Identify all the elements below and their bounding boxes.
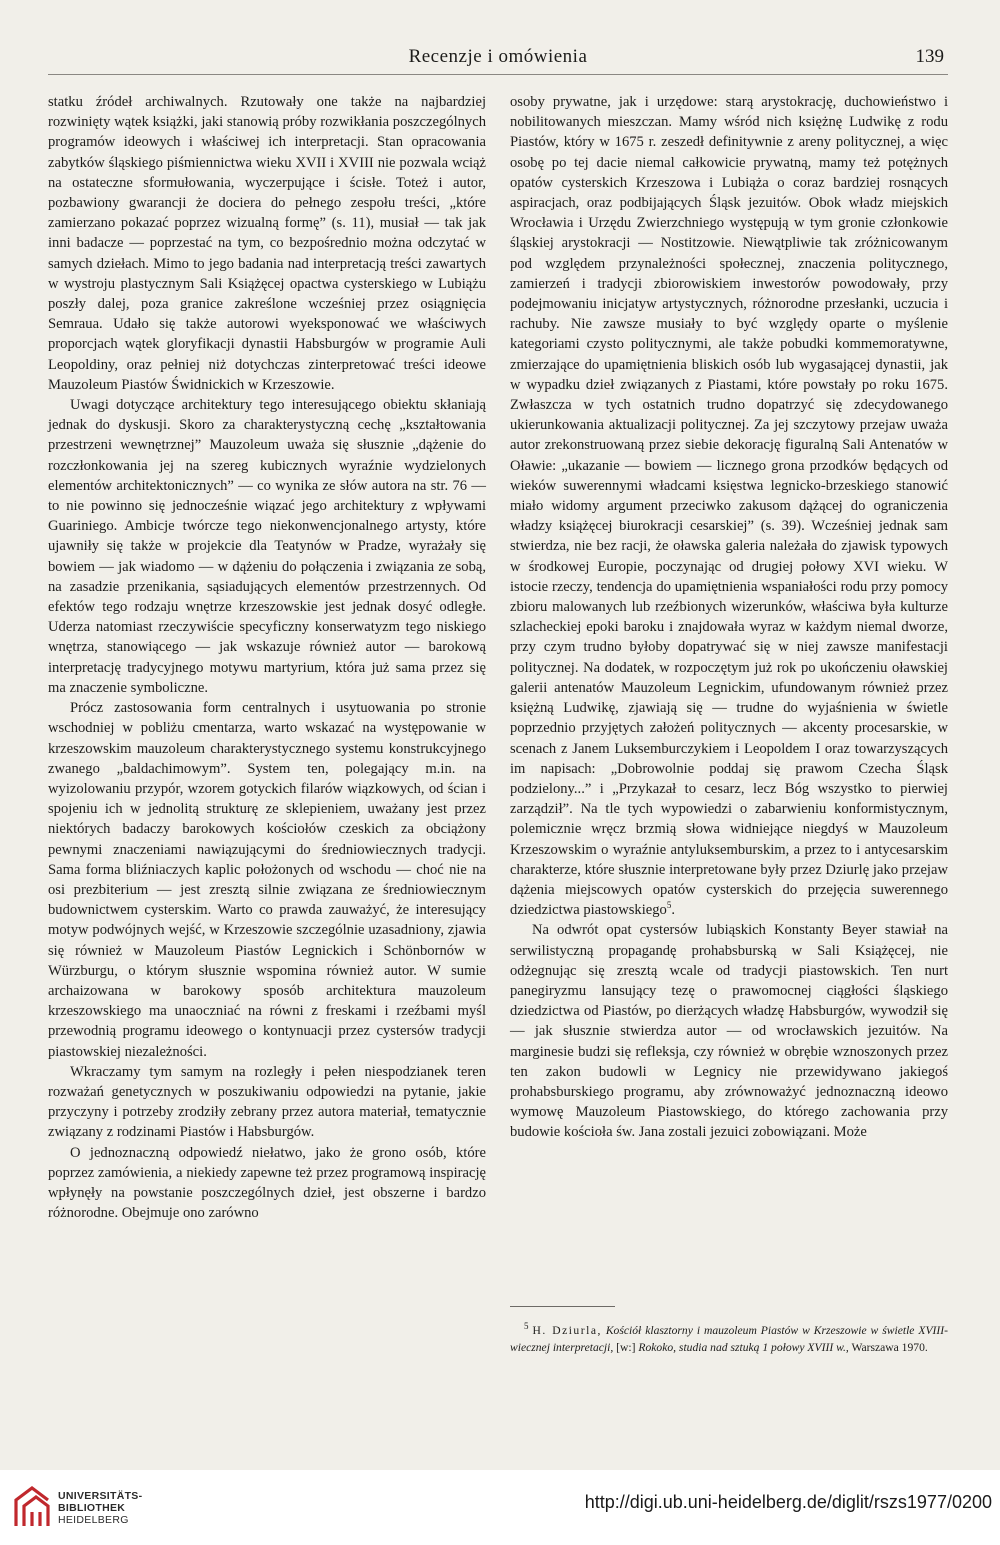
footnote-number: 5 xyxy=(524,1321,529,1332)
footnote-author: H. Dziurla, xyxy=(532,1324,602,1337)
paragraph: Na odwrót opat cystersów lubiąskich Konstanty Beyer stawiał na serwilistyczną propagandę prohabsburską w Sali Książęcej, nie odżegnując się zresztą wcale od tradycji piastowskich. Ten nurt panegiryzmu lansujący tezę o prawomocnej ciągłości śląskiego dziedzictwa od Piastów, po dierżących władzę Habsburgów, wywodził się — jak słusznie stwierdza autor — od wrocławskich jezuitów. Na marginesie budzi się refleksja, czy również w obrębie wznoszonych przez ten zakon budowli w Legnicy nie przewidywano jakiegoś prohabsburskiego programu, aby zrównoważyć jednoznaczną ideowo wymowę Mauzoleum Piastowskiego, do którego zachowania przy budowie kościoła św. Jana zostali jezuici zobowiązani. Może xyxy=(510,922,948,1141)
footnote-in: [w:] xyxy=(613,1341,639,1354)
source-url-link[interactable]: http://digi.ub.uni-heidelberg.de/diglit/rszs1977/0200 xyxy=(584,1492,992,1512)
paragraph xyxy=(510,92,948,920)
footnote-ref[interactable]: 5 xyxy=(666,900,672,911)
paragraph: Prócz zastosowania form centralnych i usytuowania po stronie wschodniej w pobliżu cmentarza, warto wskazać na występowanie w krzeszowskim mauzoleum charakterystycznego systemu konstrukcyjnego zwanego „baldachimowym”. System ten, polegający m.in. na wyizolowaniu przypór, wzorem gotyckich filarów wiązkowych, od ścian i spojeniu ich w jednolitą strukturę ze sklepieniem, uważany jest przez niektórych badaczy barokowych kościołów czeskich za obciążony pewnymi znaczeniami nawiązującymi do średniowiecznych tradycji. Sama forma bliźniaczych kaplic położonych od wschodu — choć nie na osi prezbiterium — jest zresztą silnie związana ze średniowiecznym budownictwem cysterskim. Warto co prawda zauważyć, że interesujący motyw podwójnych wejść, w Krzeszowie szczególnie uzasadniony, zjawia się również w Mauzoleum Piastów Legnickich i Schönbornów w Würzburgu, o którym słusznie wspomina również autor. W sumie archaizowana w barokowy sposób architektura mauzoleum krzeszowskiego ma unaoczniać na równi z freskami i rzeźbami myśl przewodnią programu ideowego o kontynuacji przez cystersów tradycji piastowskiej niezależności. xyxy=(48,700,486,1060)
library-name: UNIVERSITÄTS- BIBLIOTHEK HEIDELBERG xyxy=(58,1490,143,1526)
paragraph-text: osoby prywatne, jak i urzędowe: starą arystokrację, duchowieństwo i nobilitowanych mieszczan. Mamy wśród nich księżnę Ludwikę z rodu Piastów, który w 1675 r. zeszedł definitywnie z areny politycznej, a więc osobę po tej dacie niemal całkowicie prywatną, mamy też potężnych opatów cysterskich Krzeszowa i Lubiąża o coraz bardziej rosnących aspiracjach, oraz podbijających Śląsk jezuitów. Obok władz miejskich Wrocławia i Urzędu Zwierzchniego występują w tym gronie członkowie śląskiej arystokracji — Nostitzowie. Niewątpliwie tak zróżnicowanym pod względem przynależności społecznej, znaczenia politycznego, zamierzeń i tradycji zbiorowiskiem inwestorów powodowały, przy podejmowaniu inicjatyw artystycznych, różnorodne przesłanki, uczucia i rachuby. Nie zawsze musiały to być względy oparte o myślenie kategoriami czysto politycznymi, ale także pobudki kommemoratywne, zmierzające do upamiętnienia bliskich osób lub wygasającej dynastii, jak w wypadku dzieł związanych z Piastami, które powstały po roku 1675. Zwłaszcza w tych ostatnich trudno dopatrzyć się zdecydowanego ukierunkowania aktualizacji politycznej. Za jej szczytowy przejaw uważa autor zrekonstruowaną przez siebie dekorację figuralną Sali Antenatów w Oławie: „ukazanie — bowiem — licznego grona przodków będących od wieków suwerennymi władcami księstwa legnicko-brzeskiego stanowić miało widomy argument przeciwko zakusom dążącej do ograniczenia władzy książęcej biurokracji cesarskiej” (s. 39). Wcześniej jednak sam stwierdza, nie bez racji, że oławska galeria należała do zjawisk typowych w środkowej Europie, poczynając od drugiej połowy XVI wieku. W istocie rzeczy, tendencja do upamiętnienia wspaniałości rodu przy pomocy zbioru malowanych lub rzeźbionych wizerunków, właściwa była kulturze szlacheckiej epoki baroku i znajdowała wyraz w każdym niemal dworze, przy czym trudno byłoby dopatrywać się w niej zawsze manifestacji politycznej. Na dodatek, w rozpoczętym już rok po ukończeniu oławskiej galerii antenatów Mauzoleum Legnickim, ufundowanym również przez księżną Ludwikę, zjawiają się — trudne do wyjaśnienia w świetle poprzednio przyjętych założeń politycznych — akcenty procesarskie, w scenach z Janem Luksemburczykiem i Leopoldem I oraz towarzyszących im napisach: „Dobrowolnie poddaj się prawom Czecha Śląsk podzielony...” i „Przykazał to cesarz, lecz Bóg wszystko to pierwiej zarządził”. Na tle tych wypowiedzi o zabarwieniu konformistycznym, polemicznie wręcz brzmią słowa widniejące niegdyś w Mauzoleum Krzeszowskim o wyraźnie antyluksemburskim, a przez to i antycesarskim charakterze, które słusznie interpretowane były przez Dziurlę jako przejaw dążenia miejscowych opatów cysterskich do przejęcia suwerennego dziedzictwa piastowskiego xyxy=(510,94,948,919)
footnote xyxy=(510,1322,948,1356)
library-logo-icon[interactable] xyxy=(10,1482,54,1530)
paragraph-end: . xyxy=(671,902,675,919)
running-head xyxy=(48,46,948,75)
footnote-rule xyxy=(510,1306,615,1307)
running-title: Recenzje i omówienia xyxy=(408,46,588,67)
paragraph: Wkraczamy tym samym na rozległy i pełen niespodzianek teren rozważań genetycznych w poszukiwaniu odpowiedzi na pytanie, jakie przyczyny i potrzeby zrodziły zebrany przez autora materiał, tematycznie związany z rodzinami Piastów i Habsburgów. xyxy=(48,1063,486,1141)
left-column xyxy=(48,92,486,1223)
paragraph: Uwagi dotyczące architektury tego interesującego obiektu skłaniają jednak do dyskusji. Skoro za charakterystyczną cechę „kształtowania przestrzeni wewnętrznej” Mauzoleum uważa się słusznie „dążenie do rozczłonkowania jej na szereg kubicznych wyraźnie wydzielonych elementów architektonicznych” — co wynika ze słów autora na str. 76 — to nie powinno się jednocześnie wiązać jego architektury z wpływami Guariniego. Ambicje twórcze tego niekonwencjonalnego artysty, które ujawniły się także w projekcie dla Teatynów w Pradze, wyrażały się bowiem — jak wiadomo — w dążeniu do połączenia i związania ze sobą, na zasadzie przenikania, sąsiadujących elementów przestrzennych. Od efektów tego rodzaju wnętrze krzeszowskie jest jednak dosyć odległe. Uderza natomiast rzeczywiście specyficzny konserwatyzm tego niskiego wnętrza, stanowiącego — jak wskazuje również autor — barokową interpretację tradycyjnego motywu martyrium, która już sama przez się ma znaczenie symboliczne. xyxy=(48,397,486,696)
right-column xyxy=(510,92,948,1143)
paragraph: statku źródeł archiwalnych. Rzutowały one także na najbardziej rozwinięty wątek książki, jaki stanowią próby rozwikłania poszczególnych programów ideowych i właściwej ich interpretacji. Stan opracowania zabytków śląskiego piśmiennictwa wieku XVII i XVIII nie pozwala wciąż na ostateczne sformułowania, wyczerpujące i ścisłe. Toteż i autor, pozbawiony gwarancji że dociera do pełnego zespołu treści, „które zamierzano pokazać poprzez wizualną formę” (s. 11), musiał — tak jak inni badacze — poprzestać na tym, co bezpośrednio można odczytać w samych dziełach. Mimo to jego badania nad interpretacją treści zawartych w wystroju plastycznym Sali Książęcej opactwa cysterskiego w Lubiążu poszły dalej, poza granice zakreślone wcześniej przez osiągnięcia Semraua. Udało się także autorowi wyeksponować we właściwych proporcjach wątek gloryfikacji dynastii Habsburgów w programie Auli Leopoldiny, oraz pełniej niż dotychczas zinterpretować treści ideowe Mauzoleum Piastów Świdnickich w Krzeszowie. xyxy=(48,94,486,393)
footnote-title: Kościół klasztorny i mauzoleum Piastów w Krzeszowie w świetle XVIII-wiecznej interpretacji, xyxy=(510,1324,948,1354)
footnote-place-year: Warszawa 1970. xyxy=(848,1341,928,1354)
paragraph: O jednoznaczną odpowiedź niełatwo, jako że grono osób, które poprzez zamówienia, a niekiedy zapewne też przez programową inspirację wpłynęły na powstanie poszczególnych dzieł, jest obszerne i bardzo różnorodne. Obejmuje ono zarówno xyxy=(48,1144,486,1222)
footer-bar xyxy=(0,1470,1000,1545)
page-number: 139 xyxy=(915,46,944,67)
footnote-series: Rokoko, studia nad sztuką 1 połowy XVIII w., xyxy=(638,1341,849,1354)
